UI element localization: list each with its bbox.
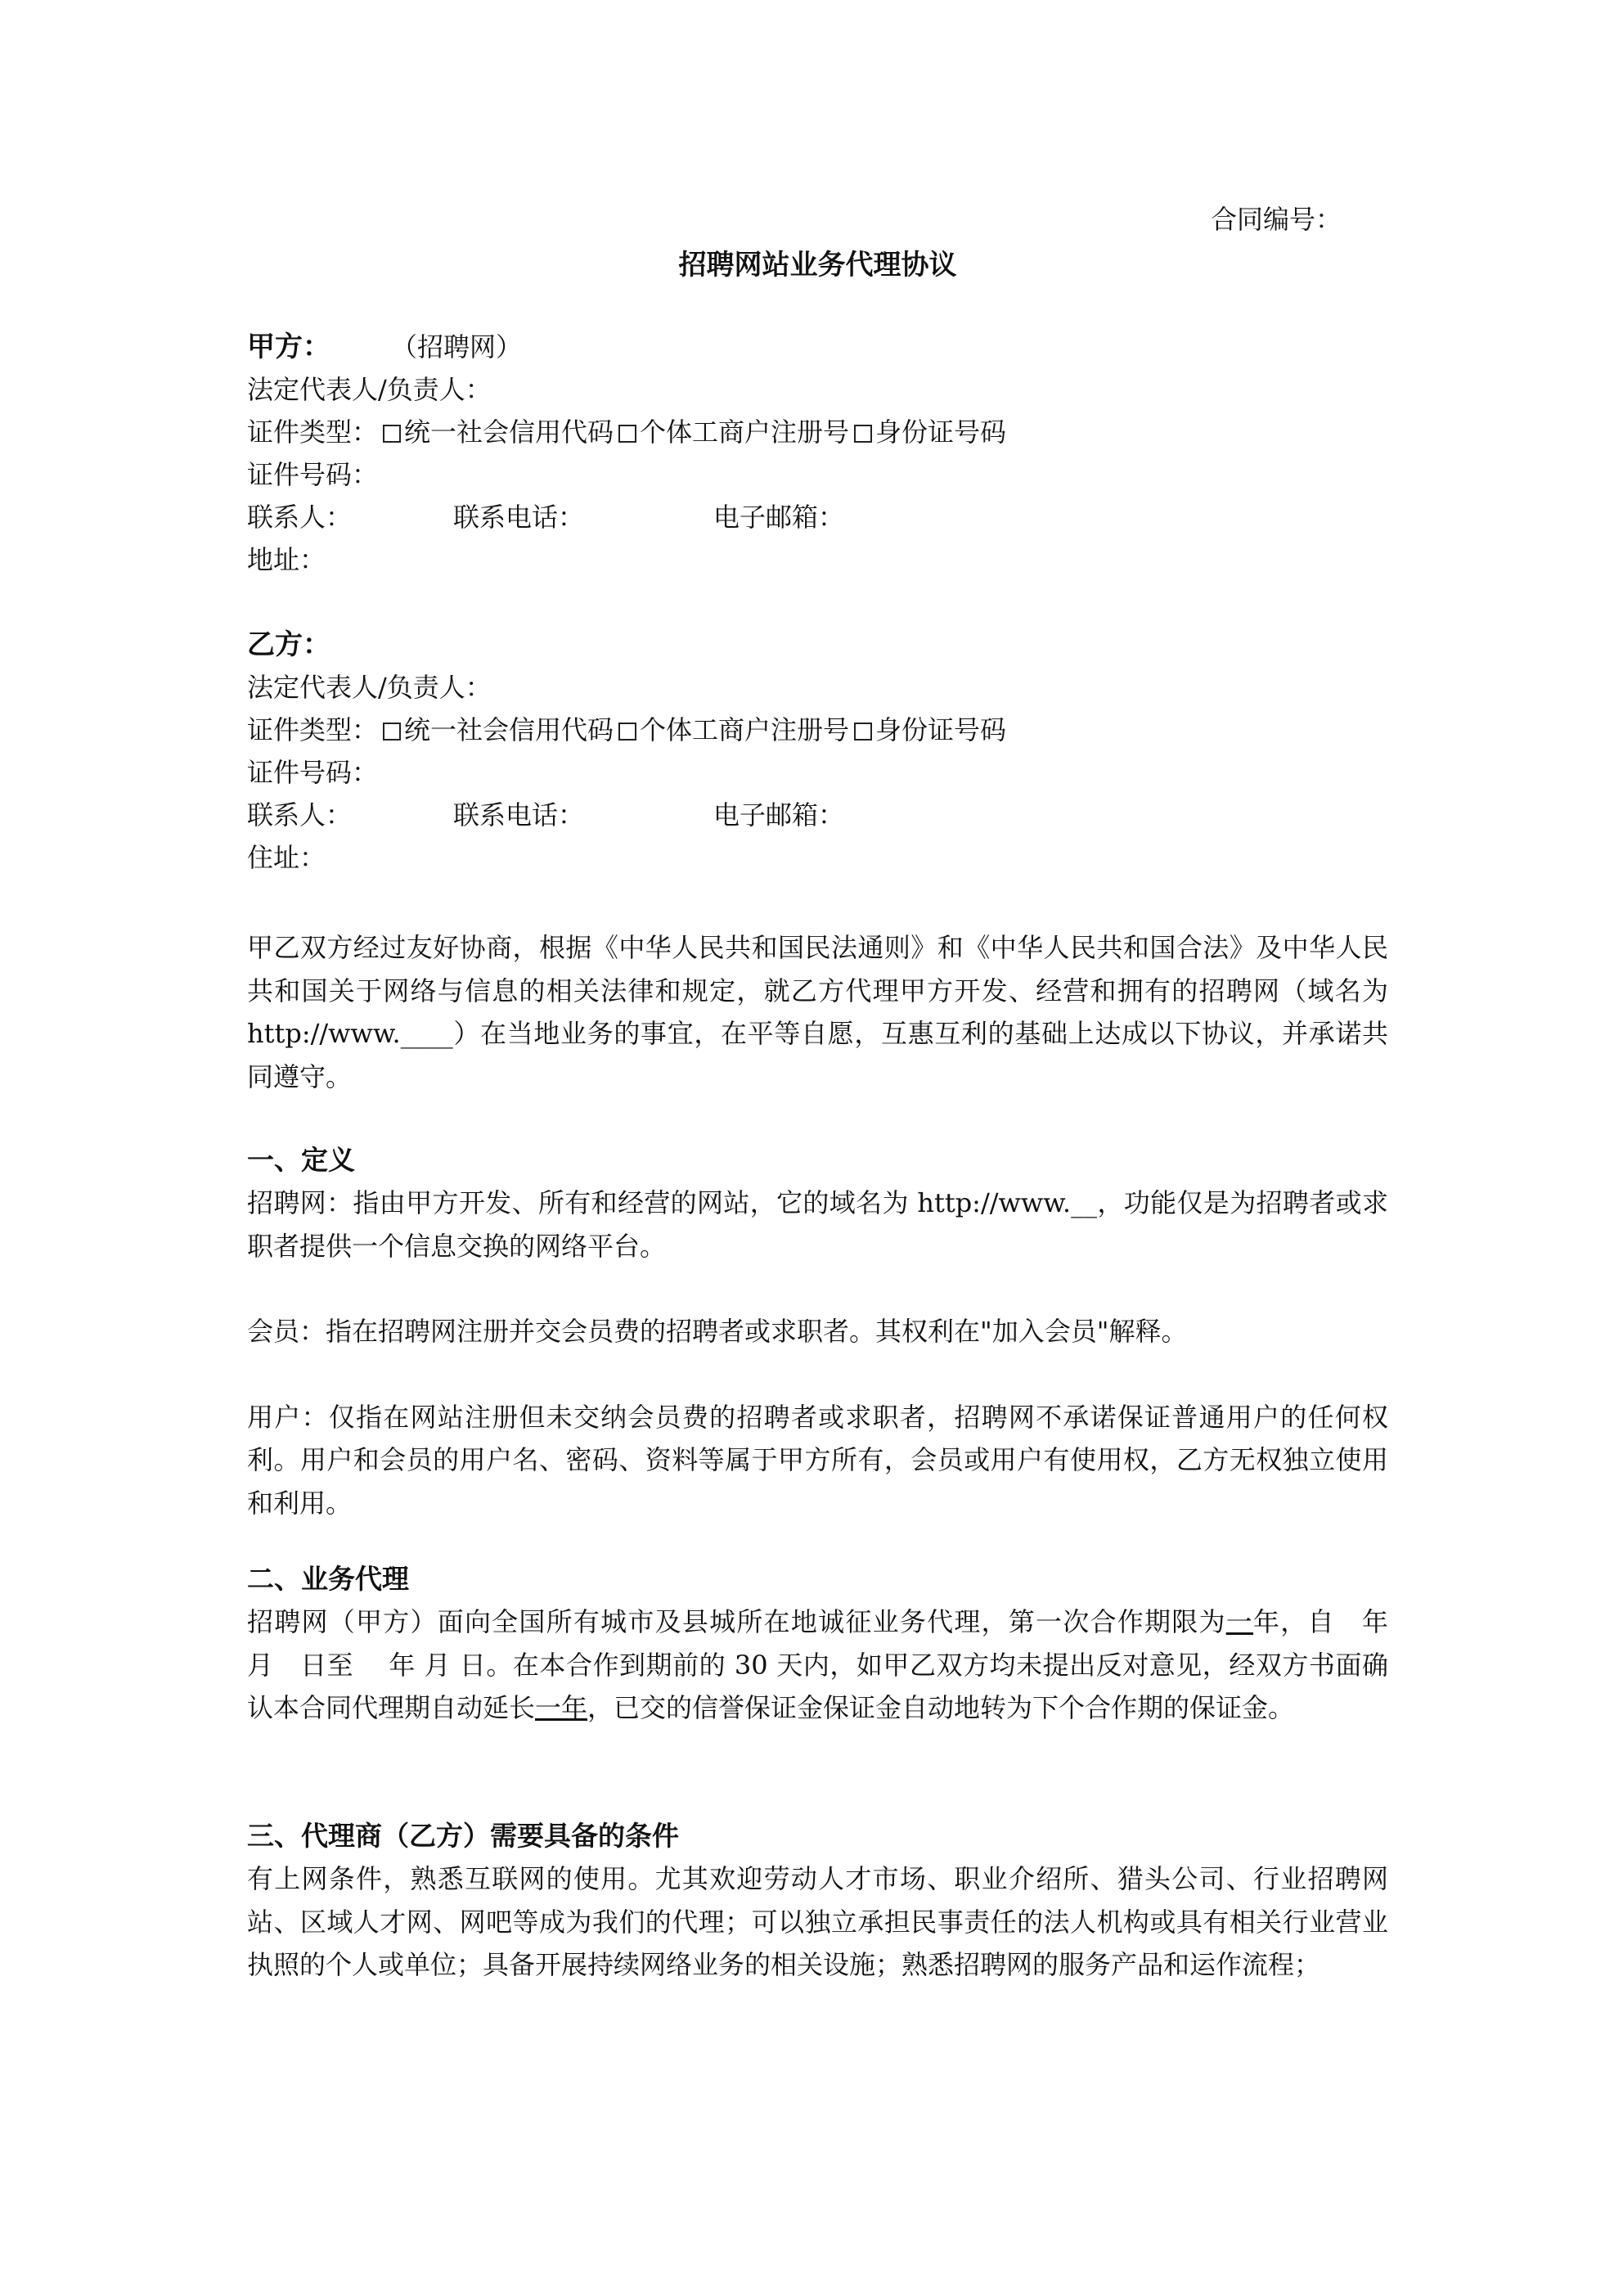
party-b-address: 住址： bbox=[247, 842, 326, 873]
section-conditions bbox=[247, 1815, 1388, 1987]
phone-label: 联系电话： bbox=[453, 502, 585, 533]
party-a-legal-rep: 法定代表人/负责人： bbox=[247, 374, 492, 405]
conditions-paragraph: 有上网条件，熟悉互联网的使用。尤其欢迎劳动人才市场、职业介绍所、猎头公司、行业招聘网站、区域人才网、网吧等成为我们的代理；可以独立承担民事责任的法人机构或具有相关行业营业执照的个人或单位；具备开展持续网络业务的相关设施；熟悉招聘网的服务产品和运作流程； bbox=[247, 1863, 1388, 1980]
party-b-block bbox=[247, 624, 1388, 879]
party-a-id-number: 证件号码： bbox=[247, 459, 379, 490]
id-option-business-reg: 个体工商户注册号 bbox=[640, 714, 850, 745]
section-title: 一、定义 bbox=[247, 1144, 355, 1176]
checkbox-icon[interactable] bbox=[618, 425, 636, 443]
checkbox-icon[interactable] bbox=[618, 723, 636, 741]
intro-text-end: ）在当地业务的事宜，在平等自愿，互惠互利的基础上达成以下协议，并承诺共同遵守。 bbox=[247, 1018, 1388, 1092]
extension-underlined: 一年 bbox=[535, 1692, 588, 1723]
party-a-heading: 甲方： bbox=[247, 331, 330, 363]
document-title: 招聘网站业务代理协议 bbox=[678, 249, 957, 281]
domain-blank: __ bbox=[1071, 1187, 1098, 1218]
domain-blank: ____ bbox=[400, 1018, 453, 1049]
contact-label: 联系人： bbox=[247, 502, 353, 533]
agency-text: 招聘网（甲方）面向全国所有城市及县城所在地诚征业务代理，第一次合作期限为 bbox=[247, 1606, 1226, 1637]
checkbox-icon[interactable] bbox=[854, 723, 872, 741]
agency-text-mid: 年，自 年 月 日至 年 月 日。在本合作到期前的 30 天内，如甲乙双方均未提出反对意见，经双方书面确认本合同代理期自动延长 bbox=[247, 1606, 1414, 1723]
party-a-address: 地址： bbox=[247, 544, 326, 575]
definition-member: 会员：指在招聘网注册并交会员费的招聘者或求职者。其权利在"加入会员"解释。 bbox=[247, 1316, 1188, 1347]
party-b-contact-row bbox=[247, 794, 1388, 836]
agency-text-end: ，已交的信誉保证金保证金自动地转为下个合作期的保证金。 bbox=[587, 1692, 1295, 1723]
intro-paragraph bbox=[247, 926, 1388, 1098]
id-option-credit-code: 统一社会信用代码 bbox=[404, 416, 614, 448]
section-title: 三、代理商（乙方）需要具备的条件 bbox=[247, 1820, 679, 1852]
email-label: 电子邮箱： bbox=[713, 799, 845, 831]
checkbox-icon[interactable] bbox=[383, 425, 401, 443]
party-a-block bbox=[247, 326, 1388, 581]
email-label: 电子邮箱： bbox=[713, 502, 845, 533]
party-b-id-number: 证件号码： bbox=[247, 757, 379, 788]
definition-text-end: ，功能仅是为招聘者或求职者提供一个信息交换的网络平台。 bbox=[247, 1187, 1388, 1262]
contact-label: 联系人： bbox=[247, 799, 353, 831]
term-underlined: 一 bbox=[1225, 1606, 1253, 1637]
party-a-note: （招聘网） bbox=[404, 331, 523, 362]
definition-user: 用户：仅指在网站注册但未交纳会员费的招聘者或求职者，招聘网不承诺保证普通用户的任何权利。用户和会员的用户名、密码、资料等属于甲方所有，会员或用户有使用权，乙方无权独立使用和利用。 bbox=[247, 1401, 1388, 1519]
party-b-heading: 乙方： bbox=[247, 628, 330, 661]
section-title: 二、业务代理 bbox=[247, 1563, 409, 1595]
checkbox-icon[interactable] bbox=[854, 425, 872, 443]
definition-website bbox=[247, 1182, 1388, 1267]
id-option-credit-code: 统一社会信用代码 bbox=[404, 714, 614, 745]
definition-text: 招聘网：指由甲方开发、所有和经营的网站，它的域名为 http://www. bbox=[247, 1187, 1072, 1218]
party-a-contact-row bbox=[247, 496, 1388, 538]
id-type-label: 证件类型： bbox=[247, 416, 379, 448]
id-option-id-card: 身份证号码 bbox=[875, 714, 1007, 745]
party-b-id-type-row bbox=[247, 709, 1388, 751]
section-definitions bbox=[247, 1139, 1388, 1524]
party-b-legal-rep: 法定代表人/负责人： bbox=[247, 672, 492, 703]
id-option-business-reg: 个体工商户注册号 bbox=[640, 416, 850, 448]
phone-label: 联系电话： bbox=[453, 799, 585, 831]
section-agency bbox=[247, 1558, 1414, 1730]
contract-number-label: 合同编号： bbox=[1211, 204, 1342, 235]
party-a-id-type-row bbox=[247, 411, 1388, 453]
id-type-label: 证件类型： bbox=[247, 714, 379, 745]
agency-paragraph bbox=[247, 1600, 1414, 1730]
checkbox-icon[interactable] bbox=[383, 723, 401, 741]
id-option-id-card: 身份证号码 bbox=[875, 416, 1007, 448]
intro-text: 甲乙双方经过友好协商，根据《中华人民共和国民法通则》和《中华人民共和国合法》及中华人民共和国关于网络与信息的相关法律和规定，就乙方代理甲方开发、经营和拥有的招聘网（域名为 http://www. bbox=[247, 932, 1388, 1049]
